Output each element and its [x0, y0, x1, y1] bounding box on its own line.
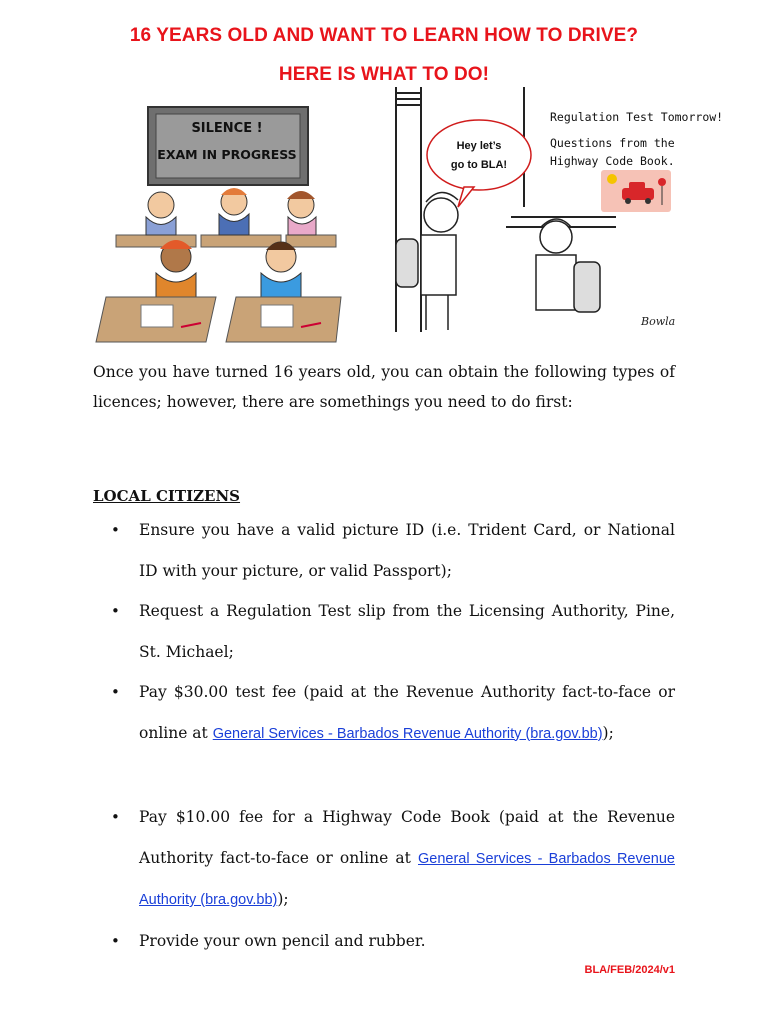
- speech-line2: go to BLA!: [450, 159, 508, 171]
- bullet-icon: •: [111, 521, 120, 539]
- bullet-icon: •: [111, 602, 120, 620]
- document-version-footer: BLA/FEB/2024/v1: [584, 964, 675, 976]
- intro-paragraph: Once you have turned 16 years old, you can obtain the following types of licences; however, there are somethings you need to do first:: [93, 363, 675, 411]
- note-line1: Regulation Test Tomorrow!: [550, 110, 724, 124]
- list-item-text: );: [277, 890, 289, 908]
- list-item-text: Pay $30.00 test fee (paid at the Revenue Authority fact-to-face or online at: [139, 683, 675, 742]
- bra-general-services-link[interactable]: General Services - Barbados Revenue Authority (bra.gov.bb): [139, 850, 675, 908]
- note-line3: Highway Code Book.: [550, 154, 675, 168]
- list-item: Provide your own pencil and rubber.: [139, 932, 426, 950]
- back-row-students: [116, 188, 336, 247]
- page-subtitle: HERE IS WHAT TO DO!: [278, 64, 490, 85]
- bullet-icon: •: [111, 808, 120, 826]
- page-title: 16 YEARS OLD AND WANT TO LEARN HOW TO DRIVE?: [129, 25, 639, 46]
- front-row-students: [96, 240, 341, 342]
- list-item: [139, 797, 675, 921]
- board-text-silence: SILENCE !: [191, 121, 263, 136]
- note-line2: Questions from the: [550, 136, 675, 150]
- regulation-note: [550, 110, 723, 168]
- bullet-icon: •: [111, 683, 120, 701]
- board-text-exam: EXAM IN PROGRESS: [157, 147, 297, 162]
- bullet-icon: •: [111, 932, 120, 950]
- list-item: Request a Regulation Test slip from the Licensing Authority, Pine, St. Michael;: [139, 602, 675, 661]
- signature: Bowla: [641, 315, 676, 328]
- bra-general-services-link[interactable]: General Services - Barbados Revenue Authority (bra.gov.bb): [212, 725, 603, 742]
- list-item: [139, 672, 675, 754]
- speech-line1: Hey let’s: [456, 140, 502, 152]
- classroom-cartoon-illustration: [96, 87, 724, 357]
- list-item: Ensure you have a valid picture ID (i.e. Trident Card, or National ID with your picture, or valid Passport);: [139, 521, 675, 580]
- section-heading: LOCAL CITIZENS: [93, 487, 241, 505]
- chalkboard: [148, 107, 308, 185]
- list-item-text: Pay $10.00 fee for a Highway Code Book (paid at the Revenue Authority fact-to-face or online at: [139, 808, 675, 867]
- students-with-backpacks: [396, 192, 600, 330]
- highway-code-book-image: [601, 170, 671, 212]
- list-item-text: );: [602, 723, 614, 742]
- speech-bubble: [427, 120, 531, 207]
